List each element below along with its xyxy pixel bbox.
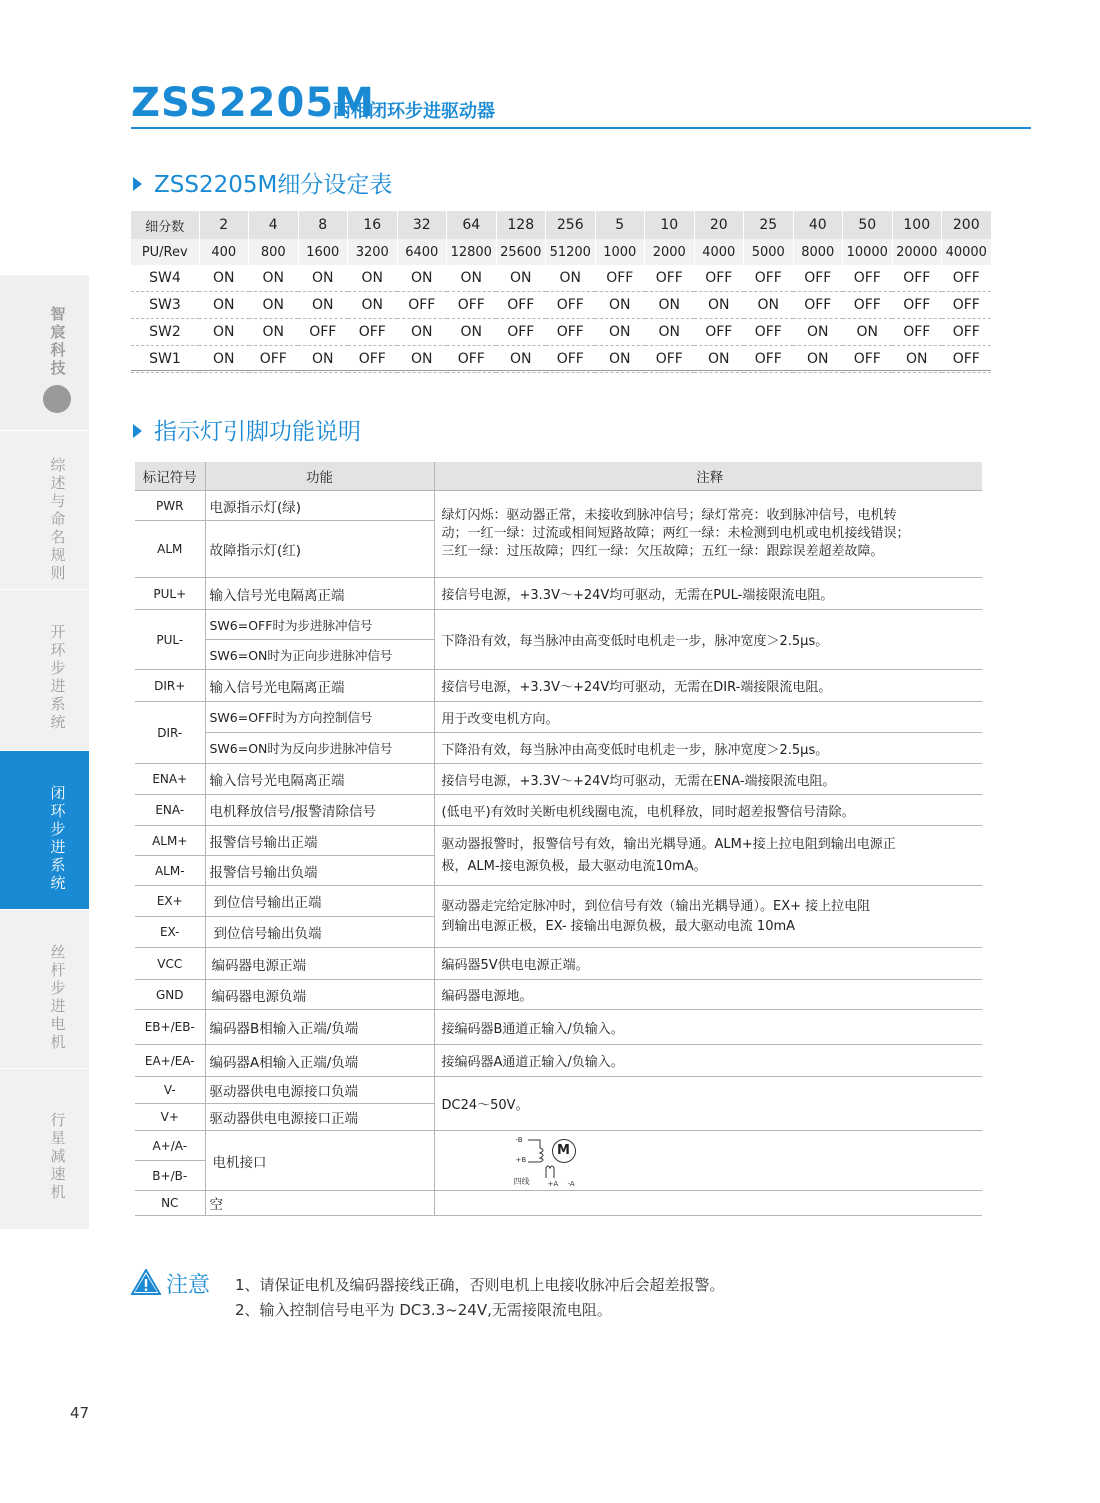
pin-function: 到位信号输出负端 (205, 917, 434, 948)
table-cell: ON (447, 265, 497, 292)
pin-symbol: EA+/EA- (135, 1045, 205, 1077)
pin-symbol: ALM- (135, 856, 205, 886)
pin-function: 驱动器供电电源接口正端 (205, 1104, 434, 1131)
pin-function: 报警信号输出负端 (205, 856, 434, 886)
pin-symbol: EX+ (135, 886, 205, 917)
table-cell: 10000 (843, 239, 893, 265)
table-cell: OFF (793, 265, 843, 292)
table-cell: ON (199, 292, 249, 319)
motor-coil-icon (526, 1138, 556, 1180)
sw1-row (131, 346, 991, 373)
table-cell: OFF (546, 319, 596, 346)
table-cell: OFF (843, 346, 893, 373)
row-label: SW3 (131, 292, 199, 319)
table-cell: 128 (496, 211, 546, 239)
pin-note: 用于改变电机方向。 (434, 702, 982, 733)
table-row (135, 886, 982, 917)
sidebar-tab-label: 闭环步进系统 (50, 784, 66, 892)
motor-icon: M (552, 1139, 576, 1163)
pin-symbol: PWR (135, 491, 205, 521)
table-cell: ON (694, 346, 744, 373)
pin-function: 编码器A相输入正端/负端 (205, 1045, 434, 1077)
motor-diagram-label: -A (567, 1179, 575, 1188)
row-label: SW4 (131, 265, 199, 292)
table-bottom-rule (131, 370, 991, 371)
pin-symbol: GND (135, 980, 205, 1010)
pin-symbol: VCC (135, 948, 205, 980)
page-number: 47 (70, 1404, 90, 1422)
table-row (135, 1191, 982, 1216)
pin-symbol: EB+/EB- (135, 1010, 205, 1045)
table-row (135, 764, 982, 795)
table-cell: ON (793, 346, 843, 373)
table-cell: 8000 (793, 239, 843, 265)
table-cell: OFF (843, 292, 893, 319)
table-cell: OFF (942, 346, 992, 373)
pin-function: 空 (205, 1191, 434, 1216)
pin-function: 电机释放信号/报警清除信号 (205, 795, 434, 826)
table-cell: OFF (744, 319, 794, 346)
table-cell: OFF (843, 265, 893, 292)
sw4-row (131, 265, 991, 292)
alm-note: 驱动器报警时，报警信号有效，输出光耦导通。ALM+接上拉电阻到输出电源正 极，ALM-接电源负极，最大驱动电流10mA。 (434, 826, 982, 886)
motor-wiring-diagram (512, 1134, 592, 1188)
table-cell: OFF (397, 292, 447, 319)
sidebar-tab-label: 行星减速机 (50, 1111, 66, 1201)
table-cell: OFF (496, 292, 546, 319)
table-row (135, 491, 982, 521)
pin-symbol: EX- (135, 917, 205, 948)
table-cell: 1600 (298, 239, 348, 265)
subdivision-table (131, 211, 992, 373)
table-cell: OFF (348, 319, 398, 346)
table-cell: OFF (793, 292, 843, 319)
table-cell: ON (645, 319, 695, 346)
pin-function: 编码器电源正端 (205, 948, 434, 980)
sidebar-tab-closed-loop[interactable] (0, 751, 89, 910)
pin-function: 输入信号光电隔离正端 (205, 670, 434, 702)
table-cell: OFF (694, 319, 744, 346)
table-cell: ON (348, 292, 398, 319)
pin-note: 接信号电源，+3.3V～+24V均可驱动，无需在ENA-端接限流电阻。 (434, 764, 982, 795)
sidebar-tab-planetary[interactable] (0, 1069, 89, 1230)
table-cell: ON (249, 265, 299, 292)
pin-symbol: ENA+ (135, 764, 205, 795)
table-cell: 2000 (645, 239, 695, 265)
model-title: ZSS2205M (131, 80, 375, 126)
pin-function: 编码器电源负端 (205, 980, 434, 1010)
table-cell: ON (595, 292, 645, 319)
row-label: 细分数 (131, 211, 199, 239)
pin-note: 接信号电源，+3.3V～+24V均可驱动，无需在PUL-端接限流电阻。 (434, 578, 982, 610)
table-cell: ON (199, 319, 249, 346)
motor-diagram-label: +B (515, 1155, 527, 1164)
pin-function: 输入信号光电隔离正端 (205, 764, 434, 795)
steps-row (131, 211, 991, 239)
sidebar-tab-label: 丝杆步进电机 (50, 943, 66, 1051)
pin-function: SW6=ON时为反向步进脉冲信号 (205, 733, 434, 764)
brand-logo-icon (43, 385, 71, 413)
pin-note: 接编码器B通道正输入/负输入。 (434, 1010, 982, 1045)
led-note: 绿灯闪烁：驱动器正常，未接收到脉冲信号；绿灯常亮：收到脉冲信号，电机转 动；一红一绿：过流或相间短路故障；两红一绿：未检测到电机或电机接线错误； 三红一绿：过压故障；四红一绿：欠压故障；五红一绿：跟踪误差超差故障。 (434, 491, 982, 578)
motor-diagram-label: +A (547, 1179, 559, 1188)
sidebar-tab-label: 综述与命名规则 (50, 456, 66, 582)
table-cell: OFF (447, 346, 497, 373)
table-cell: OFF (942, 319, 992, 346)
table-row (135, 1045, 982, 1077)
table-row (135, 610, 982, 640)
table-row (135, 1010, 982, 1045)
table-cell: 5000 (744, 239, 794, 265)
pin-function: 编码器B相输入正端/负端 (205, 1010, 434, 1045)
table-cell: ON (546, 265, 596, 292)
pin-symbol: DIR- (135, 702, 205, 764)
motor-diagram-label: 四线 (513, 1176, 530, 1186)
table-cell: OFF (645, 265, 695, 292)
pin-note (434, 1191, 982, 1216)
table-row (135, 1077, 982, 1104)
table-cell: ON (645, 292, 695, 319)
pin-function: 报警信号输出正端 (205, 826, 434, 856)
sidebar-tab-overview[interactable] (0, 431, 89, 590)
table-row (135, 795, 982, 826)
table-row (135, 1131, 982, 1161)
table-cell: OFF (546, 346, 596, 373)
table-cell: 200 (942, 211, 992, 239)
table-cell: OFF (892, 319, 942, 346)
pin-symbol: PUL- (135, 610, 205, 670)
pin-symbol: ENA- (135, 795, 205, 826)
table-cell: ON (843, 319, 893, 346)
pin-function: 电源指示灯(绿) (205, 491, 434, 521)
table-cell: 64 (447, 211, 497, 239)
pin-note: 编码器5V供电电源正端。 (434, 948, 982, 980)
table-cell: 100 (892, 211, 942, 239)
pin-function: 电机接口 (205, 1131, 434, 1191)
table-cell: 6400 (397, 239, 447, 265)
table-cell: 256 (546, 211, 596, 239)
sw3-row (131, 292, 991, 319)
table-cell: ON (298, 346, 348, 373)
table-cell: OFF (942, 292, 992, 319)
sidebar-tab-label: 开环步进系统 (50, 623, 66, 731)
table-row (135, 826, 982, 856)
table-cell: OFF (892, 265, 942, 292)
pin-symbol: V- (135, 1077, 205, 1104)
table-cell: ON (496, 346, 546, 373)
sidebar-tab-lead-screw[interactable] (0, 910, 89, 1069)
motor-diagram-label: -B (515, 1135, 523, 1144)
note-item: 1、请保证电机及编码器接线正确，否则电机上电接收脉冲后会超差报警。 (235, 1276, 725, 1294)
table-cell: ON (249, 292, 299, 319)
table-cell: 40 (793, 211, 843, 239)
triangle-bullet-icon (133, 424, 142, 438)
table-row (135, 948, 982, 980)
table-row (135, 980, 982, 1010)
pin-symbol: A+/A- (135, 1131, 205, 1161)
table-row (135, 702, 982, 733)
table-cell: 50 (843, 211, 893, 239)
pin-symbol: PUL+ (135, 578, 205, 610)
sidebar-tab-open-loop[interactable] (0, 590, 89, 751)
pin-section-title: 指示灯引脚功能说明 (133, 413, 361, 446)
table-cell: OFF (447, 292, 497, 319)
table-cell: ON (744, 292, 794, 319)
pin-symbol: ALM+ (135, 826, 205, 856)
product-subtitle: 两相闭环步进驱动器 (333, 101, 495, 122)
pin-note: 接信号电源，+3.3V～+24V均可驱动，无需在DIR-端接限流电阻。 (434, 670, 982, 702)
table-cell: ON (595, 319, 645, 346)
table-cell: ON (249, 319, 299, 346)
table-cell: ON (397, 319, 447, 346)
table-cell: 5 (595, 211, 645, 239)
table-cell: OFF (298, 319, 348, 346)
brand-tab (0, 275, 89, 431)
pin-note: DC24～50V。 (434, 1077, 982, 1131)
table-cell: 8 (298, 211, 348, 239)
table-cell: 25600 (496, 239, 546, 265)
table-cell: 2 (199, 211, 249, 239)
table-cell: 12800 (447, 239, 497, 265)
table-cell: OFF (546, 292, 596, 319)
table-cell: 4000 (694, 239, 744, 265)
warning-icon (131, 1269, 161, 1295)
table-cell: OFF (892, 292, 942, 319)
pin-table-header (135, 462, 982, 491)
pin-function: SW6=OFF时为步进脉冲信号 (205, 610, 434, 640)
pin-symbol: DIR+ (135, 670, 205, 702)
pin-note: (低电平)有效时关断电机线圈电流，电机释放，同时超差报警信号清除。 (434, 795, 982, 826)
table-cell: OFF (744, 265, 794, 292)
table-cell: ON (496, 265, 546, 292)
table-cell: OFF (496, 319, 546, 346)
row-label: SW2 (131, 319, 199, 346)
table-row (135, 578, 982, 610)
table-cell: ON (199, 346, 249, 373)
pin-function: 驱动器供电电源接口负端 (205, 1077, 434, 1104)
pin-function-table (135, 462, 982, 1216)
table-cell: 10 (645, 211, 695, 239)
pin-note: 接编码器A通道正输入/负输入。 (434, 1045, 982, 1077)
subdivision-section-title: ZSS2205M细分设定表 (133, 166, 392, 199)
table-row (135, 670, 982, 702)
pu-rev-row (131, 239, 991, 265)
table-cell: ON (298, 292, 348, 319)
pin-symbol: V+ (135, 1104, 205, 1131)
table-cell: OFF (942, 265, 992, 292)
table-cell: 400 (199, 239, 249, 265)
table-cell: ON (447, 319, 497, 346)
table-cell: OFF (595, 265, 645, 292)
motor-diagram-cell (434, 1131, 982, 1191)
table-cell: 4 (249, 211, 299, 239)
row-label: SW1 (131, 346, 199, 373)
table-cell: OFF (645, 346, 695, 373)
pin-note: 下降沿有效，每当脉冲由高变低时电机走一步，脉冲宽度＞2.5μs。 (434, 733, 982, 764)
pin-note: 下降沿有效，每当脉冲由高变低时电机走一步，脉冲宽度＞2.5μs。 (434, 610, 982, 670)
pin-function: SW6=OFF时为方向控制信号 (205, 702, 434, 733)
table-cell: ON (199, 265, 249, 292)
table-cell: 800 (249, 239, 299, 265)
ex-note: 驱动器走完给定脉冲时，到位信号有效（输出光耦导通）。EX+ 接上拉电阻 到输出电源正极，EX- 接输出电源负极，最大驱动电流 10mA (434, 886, 982, 948)
table-cell: 20000 (892, 239, 942, 265)
pin-note: 编码器电源地。 (434, 980, 982, 1010)
table-cell: 3200 (348, 239, 398, 265)
table-cell: ON (348, 265, 398, 292)
table-cell: 51200 (546, 239, 596, 265)
table-cell: 16 (348, 211, 398, 239)
table-cell: 40000 (942, 239, 992, 265)
header-note: 注释 (434, 462, 982, 491)
pin-function: 输入信号光电隔离正端 (205, 578, 434, 610)
pin-function: SW6=ON时为正向步进脉冲信号 (205, 640, 434, 670)
table-cell: ON (694, 292, 744, 319)
header-function: 功能 (205, 462, 434, 491)
table-cell: 25 (744, 211, 794, 239)
table-cell: ON (892, 346, 942, 373)
table-cell: OFF (348, 346, 398, 373)
table-cell: 1000 (595, 239, 645, 265)
table-cell: ON (793, 319, 843, 346)
table-cell: OFF (744, 346, 794, 373)
table-cell: ON (595, 346, 645, 373)
table-cell: ON (397, 346, 447, 373)
pin-function: 故障指示灯(红) (205, 521, 434, 578)
table-cell: OFF (249, 346, 299, 373)
table-cell: 32 (397, 211, 447, 239)
pin-symbol: ALM (135, 521, 205, 578)
note-item: 2、输入控制信号电平为 DC3.3~24V,无需接限流电阻。 (235, 1301, 612, 1319)
brand-logo-text: 智宸科技 (50, 305, 66, 377)
pin-symbol: NC (135, 1191, 205, 1216)
pin-function: 到位信号输出正端 (205, 886, 434, 917)
triangle-bullet-icon (133, 177, 142, 191)
note-title: 注意 (166, 1273, 211, 1298)
sw2-row (131, 319, 991, 346)
header-symbol: 标记符号 (135, 462, 205, 491)
table-cell: ON (298, 265, 348, 292)
table-cell: ON (397, 265, 447, 292)
table-cell: OFF (694, 265, 744, 292)
table-cell: 20 (694, 211, 744, 239)
row-label: PU/Rev (131, 239, 199, 265)
title-divider (131, 127, 1031, 129)
pin-symbol: B+/B- (135, 1161, 205, 1191)
table-row (135, 733, 982, 764)
